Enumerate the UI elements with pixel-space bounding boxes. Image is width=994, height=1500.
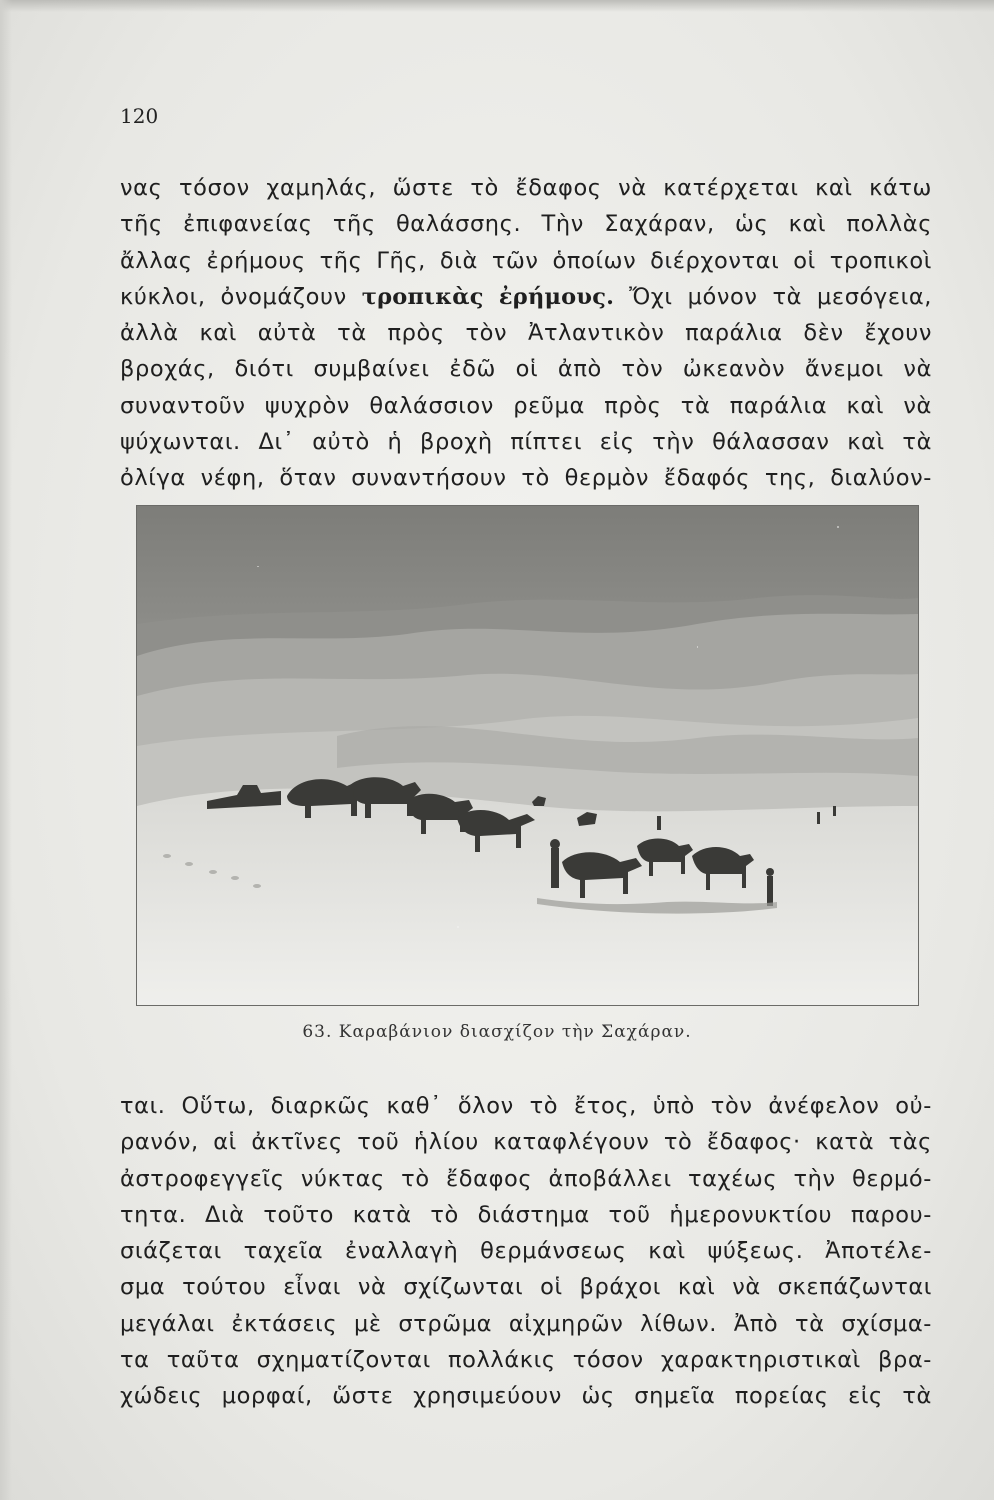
desert-caravan-photo xyxy=(137,506,918,1005)
text-segment: Ὄχι μόνον τὰ μεσόγεια, xyxy=(629,283,932,310)
text-line: ρανόν, αἱ ἀκτῖνες τοῦ ἡλίου καταφλέγουν τὸ ἔδαφος· κατὰ τὰς xyxy=(120,1129,932,1156)
text-line: ψύχωνται. Δι᾿ αὐτὸ ἡ βροχὴ πίπτει εἰς τὴν θάλασσαν καὶ τὰ xyxy=(120,429,932,456)
text-line: σμα τούτου εἶναι νὰ σχίζωνται οἱ βράχοι καὶ νὰ σκεπάζωνται xyxy=(120,1274,932,1301)
bold-term: τροπικὰς ἐρήμους. xyxy=(361,283,615,310)
text-line: βροχάς, διότι συμβαίνει ἐδῶ οἱ ἀπὸ τὸν ὠκεανὸν ἄνεμοι νὰ xyxy=(120,356,932,383)
text-line-with-bold-term xyxy=(120,279,932,315)
text-line: τῆς ἐπιφανείας τῆς θαλάσσης. Τὴν Σαχάραν, ὡς καὶ πολλὰς xyxy=(120,211,932,238)
text-line: συναντοῦν ψυχρὸν θαλάσσιον ρεῦμα πρὸς τὰ παράλια καὶ νὰ xyxy=(120,392,932,419)
figure-caption: 63. Καραβάνιον διασχίζον τὴν Σαχάραν. xyxy=(302,1022,692,1042)
text-line: σιάζεται ταχεῖα ἐναλλαγὴ θερμάνσεως καὶ ψύξεως. Ἀποτέλε- xyxy=(120,1238,932,1265)
text-line: ὀλίγα νέφη, ὅταν συναντήσουν τὸ θερμὸν ἔδαφός της, διαλύον- xyxy=(120,465,932,492)
text-segment: κύκλοι, ὀνομάζουν xyxy=(120,283,347,310)
paragraph-top xyxy=(120,170,932,497)
desert-caravan-illustration xyxy=(137,506,918,1005)
text-line: μεγάλαι ἐκτάσεις μὲ στρῶμα αἰχμηρῶν λίθων. Ἀπὸ τὰ σχίσμα- xyxy=(120,1310,932,1337)
text-line: χώδεις μορφαί, ὥστε χρησιμεύουν ὡς σημεῖα πορείας εἰς τὰ xyxy=(120,1383,932,1410)
page-top-shadow xyxy=(0,0,994,12)
text-line: ται. Οὕτω, διαρκῶς καθ᾿ ὅλον τὸ ἔτος, ὑπὸ τὸν ἀνέφελον οὐ- xyxy=(120,1093,932,1119)
text-line: ἄλλας ἐρήμους τῆς Γῆς, διὰ τῶν ὁποίων διέρχονται οἱ τροπικοὶ xyxy=(120,247,932,274)
text-line: τητα. Διὰ τοῦτο κατὰ τὸ διάστημα τοῦ ἡμερονυκτίου παρου- xyxy=(120,1201,932,1228)
paragraph-bottom xyxy=(120,1088,932,1415)
text-line: ἀστροφεγγεῖς νύκτας τὸ ἔδαφος ἀποβάλλει ταχέως τὴν θερμό- xyxy=(120,1165,932,1192)
text-line: τα ταῦτα σχηματίζονται πολλάκις τόσον χαρακτηριστικαὶ βρα- xyxy=(120,1347,932,1374)
text-line: νας τόσον χαμηλάς, ὥστε τὸ ἔδαφος νὰ κατέρχεται καὶ κάτω xyxy=(120,175,932,201)
text-line: ἀλλὰ καὶ αὐτὰ τὰ πρὸς τὸν Ἀτλαντικὸν παράλια δὲν ἔχουν xyxy=(120,320,932,347)
page-left-shadow xyxy=(0,0,12,1500)
page-number: 120 xyxy=(120,104,159,128)
